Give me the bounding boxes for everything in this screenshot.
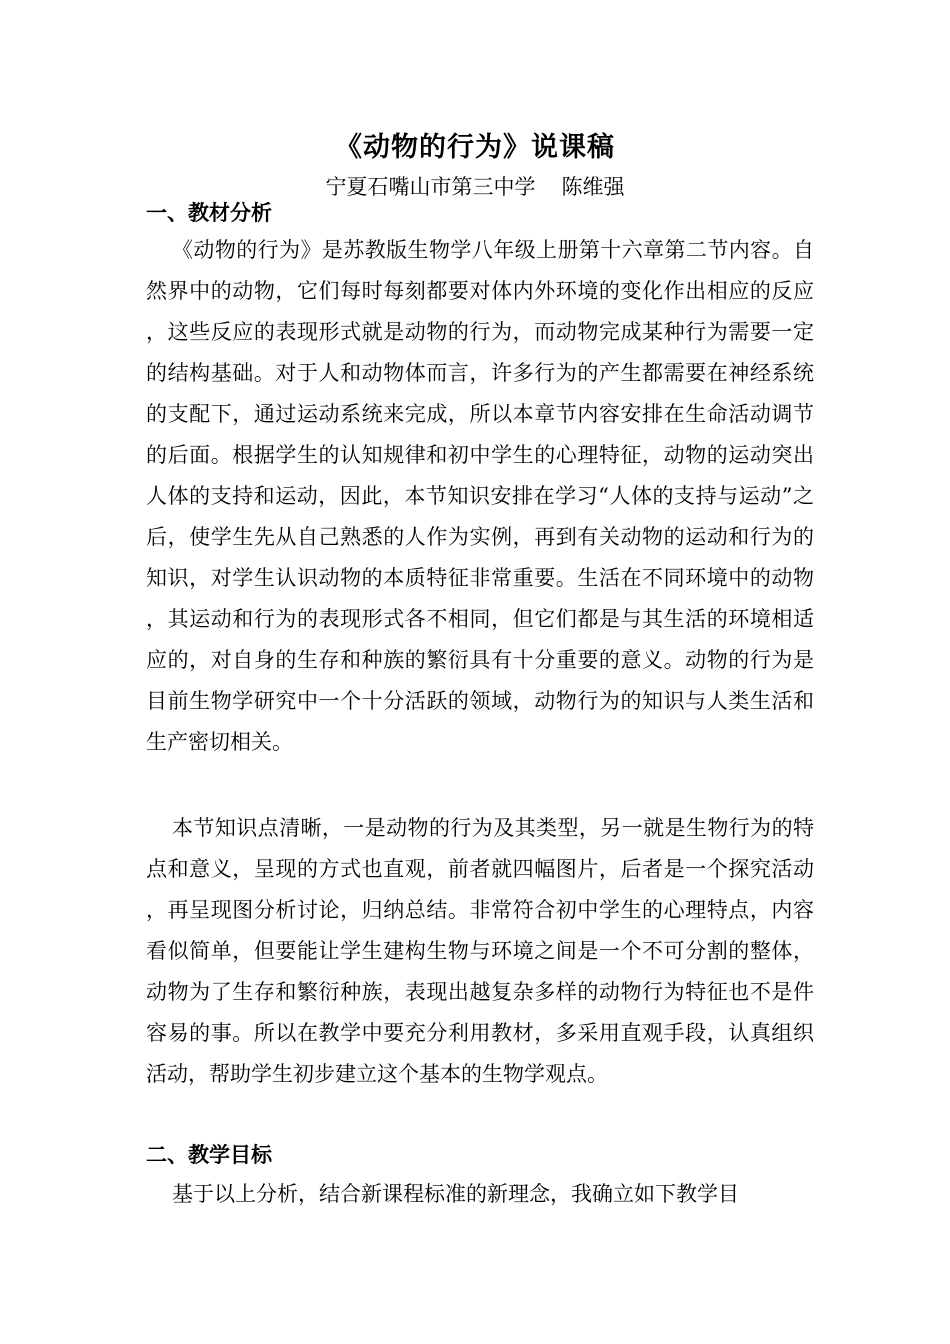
paragraph-material-analysis-2: 本节知识点清晰，一是动物的行为及其类型，另一就是生物行为的特点和意义，呈现的方式也直观，前者就四幅图片，后者是一个探究活动，再呈现图分析讨论，归纳总结。非常符合初中学生的心理特点，内容看似简单，但要能让学生建构生物与环境之间是一个不可分割的整体，动物为了生存和繁衍种族，表现出越复杂多样的动物行为特征也不是件容易的事。所以在教学中要充分利用教材，多采用直观手段，认真组织活动，帮助学生初步建立这个基本的生物学观点。 [146, 816, 814, 1086]
paragraph-material-analysis-1: 《动物的行为》是苏教版生物学八年级上册第十六章第二节内容。自然界中的动物，它们每时每刻都要对体内外环境的变化作出相应的反应，这些反应的表现形式就是动物的行为，而动物完成某种行为需要一定的结构基础。对于人和动物体而言，许多行为的产生都需要在神经系统的支配下，通过运动系统来完成，所以本章节内容安排在生命活动调节的后面。根据学生的认知规律和初中学生的心理特征，动物的运动突出人体的支持和运动，因此，本节知识安排在学习“人体的支持与运动”之后，使学生先从自己熟悉的人作为实例，再到有关动物的运动和行为的知识，对学生认识动物的本质特征非常重要。生活在不同环境中的动物，其运动和行为的表现形式各不相同，但它们都是与其生活的环境相适应的，对自身的生存和种族的繁衍具有十分重要的意义。动物的行为是目前生物学研究中一个十分活跃的领域，动物行为的知识与人类生活和生产密切相关。 [146, 238, 814, 754]
document-author-line [0, 172, 950, 202]
section-heading-teaching-goals: 二、教学目标 [146, 1142, 272, 1167]
author-school: 宁夏石嘴山市第三中学 [325, 175, 536, 199]
document-title: 《动物的行为》说课稿 [335, 132, 615, 163]
author-name: 陈维强 [561, 175, 625, 199]
section-heading-material-analysis: 一、教材分析 [146, 200, 272, 225]
paragraph-teaching-goals-1: 基于以上分析，结合新课程标准的新理念，我确立如下教学目 [172, 1182, 739, 1206]
